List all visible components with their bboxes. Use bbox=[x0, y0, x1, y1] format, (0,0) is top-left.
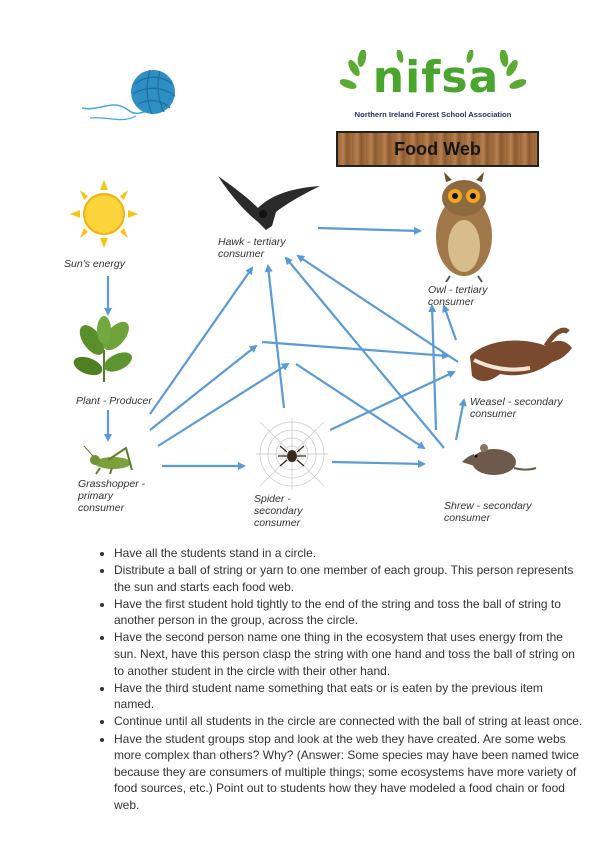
logo-subtitle: Northern Ireland Forest School Association bbox=[354, 110, 512, 119]
hawk-icon bbox=[218, 176, 320, 230]
label-grasshopper: Grasshopper - primary consumer bbox=[78, 478, 146, 514]
spider-icon bbox=[256, 418, 328, 490]
list-item: • Have the student groups stop and look at the web they have created. Are some webs more complex than others? Why? (Answer: Some species may have been named twice because they are consumers of multiple things; some ecosystems have more variety of food sources, etc.) Point out to students how they have modeled a food chain or food web. bbox=[114, 731, 584, 814]
food-web-arrows bbox=[108, 228, 464, 466]
label-sun: Sun's energy bbox=[64, 258, 125, 270]
label-plant: Plant - Producer bbox=[76, 395, 152, 407]
arrow-weasel-owl bbox=[444, 306, 456, 340]
weasel-icon bbox=[470, 330, 572, 381]
grasshopper-icon bbox=[84, 446, 132, 474]
list-item: • Have the first student hold tightly to the end of the string and toss the ball of string to another person in the group, across the circle. bbox=[114, 596, 584, 629]
banner-title: Food Web bbox=[394, 138, 481, 159]
owl-icon bbox=[436, 172, 492, 282]
label-shrew: Shrew - secondary consumer bbox=[444, 500, 532, 524]
arrow-spider-shrew-low bbox=[332, 462, 424, 464]
instruction-list bbox=[96, 545, 584, 814]
arrow-spider-hawk bbox=[268, 266, 284, 408]
list-item: • Have the second person name one thing in the ecosystem that uses energy from the sun. Next, have this person clasp the string with one hand and toss the ball of string on to another student in the circle with their other hand. bbox=[114, 629, 584, 679]
arrow-shrew-weasel bbox=[456, 400, 464, 440]
arrow-plant-hawk bbox=[150, 268, 252, 414]
arrow-shrew-owl bbox=[432, 306, 436, 430]
label-spider: Spider - secondary consumer bbox=[254, 493, 303, 529]
arrow-hawk-owl bbox=[318, 228, 420, 231]
yarn-ball-icon bbox=[82, 70, 175, 120]
list-item: • Continue until all students in the circle are connected with the ball of string at least once. bbox=[114, 713, 584, 730]
arrow-cross-weasel bbox=[262, 342, 448, 356]
shrew-icon bbox=[462, 444, 536, 475]
sun-icon bbox=[70, 180, 138, 248]
logo-wordmark: nifsa bbox=[372, 52, 500, 103]
arrow-spider-shrew bbox=[296, 364, 424, 448]
label-hawk: Hawk - tertiary consumer bbox=[218, 236, 286, 260]
label-owl: Owl - tertiary consumer bbox=[428, 284, 488, 308]
plant-icon bbox=[71, 316, 135, 382]
list-item: • Have the third student name something that eats or is eaten by the previous item named. bbox=[114, 680, 584, 713]
list-item: • Have all the students stand in a circle. bbox=[114, 545, 584, 562]
list-item: • Distribute a ball of string or yarn to one member of each group. This person represents the sun and starts each food web. bbox=[114, 562, 584, 595]
label-weasel: Weasel - secondary consumer bbox=[470, 396, 563, 420]
